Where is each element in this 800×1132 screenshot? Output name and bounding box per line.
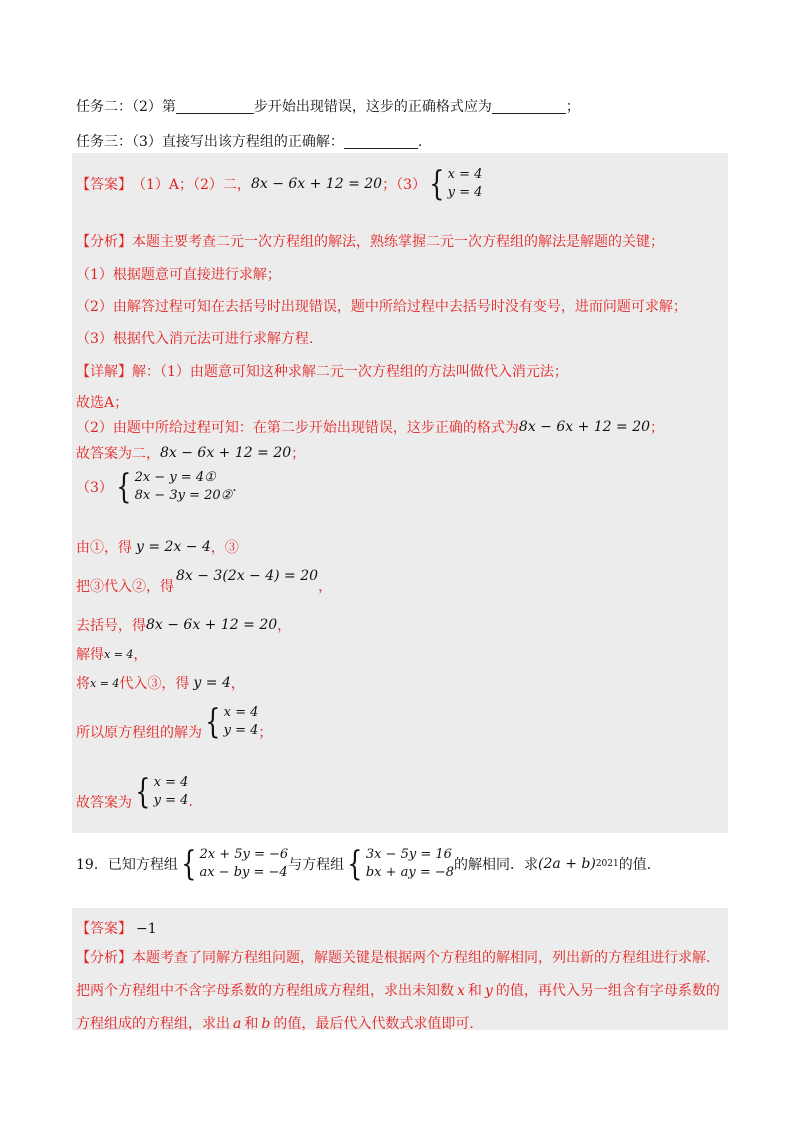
analysis2-line3: 方程组成的方程组，求出 a 和 b 的值，最后代入代数式求值即可.: [76, 1016, 474, 1032]
detail1-step3: 去括号，得 8x − 6x + 12 = 20 ，: [76, 617, 292, 634]
task2-line: 任务二：（2）第 步开始出现错误，这步的正确格式应为 ；: [76, 99, 580, 115]
detail1-step5: 将 x = 4 代入③，得 y = 4 ，: [76, 675, 245, 692]
analysis-label: 【分析】: [76, 234, 132, 250]
detail1-line2: 故选A；: [76, 395, 129, 411]
analysis1-line3: （2）由解答过程可知在去括号时出现错误，题中所给过程中去括号时没有变号，进而问题可求解；: [76, 299, 687, 315]
answer2-line: 【答案】 −1: [76, 921, 157, 937]
analysis1-line2: （1）根据题意可直接进行求解；: [76, 267, 281, 283]
answer-label: 【答案】: [76, 921, 132, 937]
detail1-step2: 把③代入②，得 8x − 3(2x − 4) = 20 ，: [76, 568, 333, 595]
analysis1-line4: （3）根据代入消元法可进行求解方程.: [76, 331, 314, 347]
task3-line: 任务三：（3）直接写出该方程组的正确解： .: [76, 134, 423, 150]
detail1-step1: 由①，得 y = 2x − 4 ，③: [76, 539, 239, 556]
detail1-system: { 2x − y = 4① 8x − 3y = 20②: [116, 467, 233, 507]
detail1-line5: （3） { 2x − y = 4① 8x − 3y = 20② .: [76, 467, 237, 507]
answer1-line: 【答案】 （1）A；（2）二， 8x − 6x + 12 = 20 ；（3） { x = 4 y = 4: [76, 164, 483, 204]
question-19: 19．已知方程组 { 2x + 5y = −6 ax − by = −4 与方程组 { 3x − 5y = 16 bx + ay = −8 的解相同．求 (2a + b) 2021 的值.: [76, 844, 652, 884]
detail-label: 【详解】: [76, 364, 132, 380]
answer-block-2: [72, 908, 728, 1030]
detail1-step4: 解得 x = 4 ，: [76, 647, 148, 663]
task2-blank-2[interactable]: [492, 98, 566, 114]
detail1-final-system: { x = 4 y = 4: [135, 772, 189, 812]
detail1-line4: 故答案为二， 8x − 6x + 12 = 20 ；: [76, 445, 306, 462]
task3-blank[interactable]: [344, 133, 418, 149]
q19-system-1: { 2x + 5y = −6 ax − by = −4: [181, 844, 289, 884]
detail1-solution-system: { x = 4 y = 4: [205, 702, 259, 742]
analysis2-line1: 【分析】本题考查了同解方程组问题，解题关键是根据两个方程组的解相同，列出新的方程组进行求解.: [76, 950, 711, 966]
analysis2-line2: 把两个方程组中不含字母系数的方程组成方程组，求出未知数 x 和 y 的值，再代入另一组含有字母系数的: [76, 983, 720, 999]
detail1-line1: 【详解】解：（1）由题意可知这种求解二元一次方程组的方法叫做代入消元法；: [76, 364, 568, 380]
q19-system-2: { 3x − 5y = 16 bx + ay = −8: [347, 844, 455, 884]
analysis-label: 【分析】: [76, 950, 132, 966]
analysis1-line1: 【分析】本题主要考查二元一次方程组的解法，熟练掌握二元一次方程组的解法是解题的关键；: [76, 234, 664, 250]
answer-label: 【答案】: [76, 177, 132, 193]
detail1-line3: （2）由题中所给过程可知：在第二步开始出现错误，这步正确的格式为 8x − 6x + 12 = 20 ；: [76, 419, 665, 436]
detail1-final: 故答案为 { x = 4 y = 4 .: [76, 772, 193, 812]
task2-blank-1[interactable]: [176, 98, 254, 114]
detail1-step6: 所以原方程组的解为 { x = 4 y = 4 ；: [76, 702, 273, 742]
answer1-system: { x = 4 y = 4: [429, 164, 483, 204]
